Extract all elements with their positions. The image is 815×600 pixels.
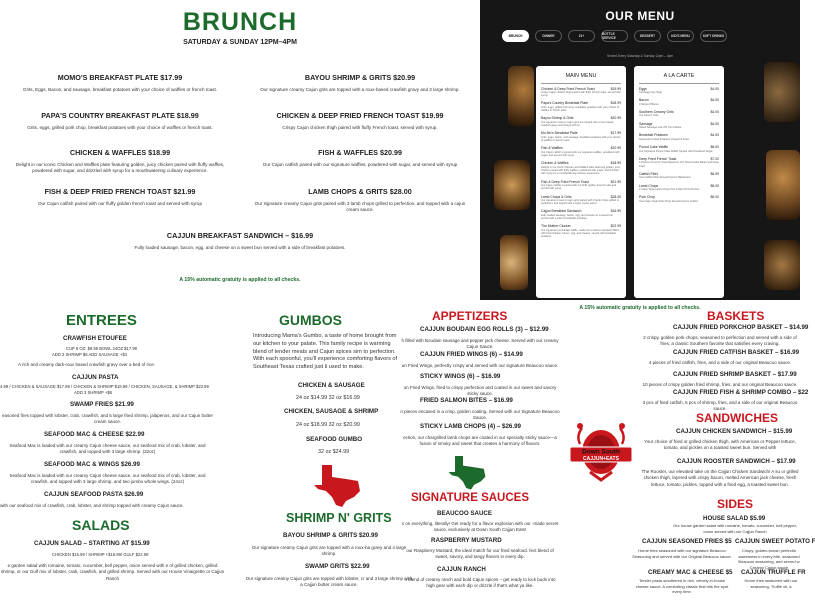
chicken-sandwich-desc: Your choice of fried or grilled chicken thigh, with American or Pepper lettuce, tomato, and pickles on a toasted sweet bun. Served with (644, 439, 796, 451)
bayou-grits-name: BAYOU SHRIMP & GRITS $20.99 (283, 532, 378, 539)
menu-item-price: $17.99 (610, 131, 621, 136)
menu-item-price: $8.00 (710, 183, 719, 188)
menu-item-price: $6.00 (710, 195, 719, 200)
sauce-desc: n blend of creamy ranch and bold Cajun spices – get ready to kick buds into high gear with each dip or drizzle if that's what ya like. (404, 577, 556, 589)
appetizer-name: CAJJUN FRIED WINGS (6) – $14.99 (420, 351, 523, 358)
menu-item-desc: 2 Cajun Style Lamb Chops Pan Grilled To Perfection (639, 188, 700, 192)
menu-card-row (541, 180, 621, 184)
menu-card-item (536, 87, 626, 98)
menu-item-desc: Fully loaded sausage, bacon, egg, and cheese on a sweet bun served with a side of breakfast potatoes. (541, 213, 613, 221)
menu-item-name: Southern Creamy Grits (639, 109, 674, 114)
basket-name: CAJJUN FRIED SHRIMP BASKET – $17.99 (673, 371, 797, 378)
a-la-carte-heading: A LA CARTE (663, 73, 695, 79)
menu-item-name: Papa's Country Breakfast Plate (541, 101, 589, 106)
menu-item-desc: Our Cajun catfish is paired with our fluffy golden French toast and served with syrup. (541, 184, 617, 191)
menu-card-row (541, 161, 621, 165)
truffle-fries-desc: Home fries seasoned with our seasoning, Truffle oil, a (744, 578, 798, 589)
menu-card-row (541, 224, 621, 228)
menu-item-desc: Our signature creamy Cajun grits are topped with a roux-based crawfish gravy and 3 large shrimp. (541, 120, 614, 128)
sandwiches-title: SANDWICHES (696, 411, 779, 425)
chicken-sandwich-name: CAJJUN CHICKEN SANDWICH – $15.99 (676, 428, 793, 435)
brunch-panel (0, 0, 480, 305)
menu-item-name: Bacon (639, 98, 649, 103)
rooster-sandwich-desc: The Rooster, our elevated take on the Cajjun Chicken Sandwich! A su or grilled chicken thigh, layered with crispy bacon, melted American jack cheese, fresh lettuce, tomato, pickles, topped with a fried egg, a toasted sweet bun. (641, 469, 799, 487)
menu-card-item (536, 161, 626, 175)
basket-name: CAJJUN FRIED PORKCHOP BASKET – $14.99 (673, 324, 809, 331)
menu-item-name: Sausage (639, 121, 653, 126)
crawfish-price: CUP 8 OZ: $9.99 BOWL 24OZ $17.99 (66, 346, 137, 351)
brunch-item: CHICKEN & WAFFLES $18.99 Delight in our iconic Chicken and Waffles plate featuring golden, juicy chicken paired with fluffy waffles, powdered with sugar, and drizzled with syrup for a mouthwatering culinary experience. (15, 148, 225, 174)
divider (639, 83, 719, 84)
menu-item-price: $16.99 (610, 209, 621, 214)
sauce-name: RASPBERRY MUSTARD (431, 537, 502, 544)
shrimp-grits-title: SHRIMP N' GRITS (286, 511, 392, 525)
tab-kids-menu[interactable]: KID'S MENU (667, 30, 694, 42)
brunch-item: CHICKEN & DEEP FRIED FRENCH TOAST $19.99 Crispy Cajun chicken thigh paired with fluffy French toast, served with syrup. (276, 111, 444, 130)
menu-card-item (536, 146, 626, 157)
appetizer-name: FRIED SALMON BITES – $16.99 (420, 397, 513, 404)
menu-item-price: $6.00 (710, 145, 719, 150)
main-menu-heading: MAIN MENU (565, 73, 597, 79)
tab-soft-drinks[interactable]: SOFT DRINKS (700, 30, 727, 42)
swamp-fries-name: SWAMP FRIES $21.99 (70, 401, 134, 408)
menu-card-item (536, 224, 626, 238)
menu-card-row (541, 87, 621, 91)
texas-map-icon-red (312, 463, 362, 507)
swamp-fries-desc: easoned fries topped with lobster, crab, crawfish, and 5 large fried shrimp, jalapenos, and our Cajun butter cream sauce. (1, 413, 214, 425)
tab-21-plus[interactable]: 21+ (568, 30, 595, 42)
menu-card-row (541, 146, 621, 150)
food-photo (500, 235, 528, 290)
logo-line-2: CAJJUN+EATS (583, 456, 619, 462)
menu-card-item (634, 145, 724, 153)
gumbos-title: GUMBOS (279, 312, 342, 328)
basket-desc: 2 crispy, golden pork chops, seasoned to perfection and served with a side of fries, a classic Southern favorite that satisfies every craving. (643, 335, 797, 347)
brunch-item: MOMO'S BREAKFAST PLATE $17.99 Grits, Eggs, Bacon, and sausage, breakfast potatoes with your choice of waffles or french toast. (22, 73, 218, 92)
house-salad-desc: Our house garden salad with romaine, tomato, cucumber, bell pepper, onion served with our Cajjun Ranch (673, 523, 797, 534)
menu-item-desc: Our Signature Pound Cake Waffle Topped with Powdered Sugar (639, 149, 713, 153)
mac-cheese-side-desc: Tender pasta smothered in rich, velvety in-house cheese sauce. A comforting classic that hits the spot every time. (635, 578, 729, 595)
serving-hours: Served Every Saturday & Sunday 12pm – 4pm (606, 54, 674, 58)
house-salad-name: HOUSE SALAD $5.99 (703, 515, 766, 522)
menu-item-name: Lamb Chops & Grits (541, 194, 572, 199)
menu-card-row (541, 116, 621, 120)
menu-item-price: $4.00 (710, 86, 719, 91)
menu-item-desc: 4 Pieces of French Toast Dipped in Our Pound Cake Batter and Deep Fried (639, 161, 719, 168)
appetizers-title: APPETIZERS (432, 309, 508, 323)
seasoned-fries-name: CAJJUN SEASONED FRIES $5 (642, 538, 732, 545)
appetizer-name: STICKY WINGS (6) – $16.99 (420, 373, 501, 380)
mac-wings-desc: Seafood Mac is loaded with our creamy Cajun cheese sauce, our seafood mix of crab, lobster, and crawfish, and topped with 3 large shrimp, and two jumbo whole wings. (24oz) (9, 473, 206, 485)
basket-desc: 4 pieces of fried catfish, fries, and a side of our original Beaucoo sauce. (648, 360, 792, 365)
menu-item-price: $7.00 (710, 156, 719, 161)
sauce-desc: s on everything, literally! Get ready for a flavor explosion with our -made secret sauce, exclusively at Down South Cajjun Eats! (401, 521, 559, 533)
down-south-cajjun-eats-logo (568, 418, 634, 484)
swamp-grits-desc: Our signature creamy Cajun grits are topped with lobster, cr and 3 large shrimp with a Cajjun butter cream sauce. (245, 576, 413, 588)
basket-name: CAJJUN FRIED FISH & SHRIMP COMBO – $22 (673, 389, 809, 396)
menu-item-name: Eggs (639, 86, 647, 91)
mac-cheese-side-name: CREAMY MAC & CHEESE $5 (648, 569, 733, 576)
chicken-sausage-shrimp-price: 24 oz $18.99 32 oz $20.99 (296, 422, 360, 428)
menu-item-name: Bayou Shrimp & Grits (541, 116, 574, 121)
brunch-item: FISH & DEEP FRIED FRENCH TOAST $21.99 Our Cajun catfish paired with our fluffy golden french toast and served with syrup (37, 187, 203, 206)
cajjun-salad-name: CAJJUN SALAD – STARTING AT $15.99 (34, 540, 150, 547)
menu-item-price: $18.99 (610, 101, 621, 106)
appetizer-desc: ection, our chargrilled lamb chops are coated in our specialty sticky sauce—a fusion of smoky and sweet that creates a harmony of flavors. (403, 435, 557, 447)
texas-map-icon-green (447, 454, 487, 490)
brunch-sandwich-item: CAJJUN BREAKFAST SANDWICH – $16.99 Fully loaded sausage, bacon, egg, and cheese on a sweet bun served with a side of breakfast potatoes. (134, 231, 346, 250)
menu-item-desc: Two Eggs Any Style (639, 91, 662, 94)
sauce-name: CAJJUN RANCH (437, 566, 486, 573)
menu-item-price: $4.00 (710, 133, 719, 138)
appetizer-name: CAJJUN BOUDAIN EGG ROLLS (3) – $12.99 (420, 326, 549, 333)
menu-item-price: $18.99 (610, 161, 621, 166)
menu-card-item (634, 87, 724, 95)
menu-card-row (639, 87, 719, 91)
menu-card-row (639, 195, 719, 199)
menu-card-item (634, 172, 724, 180)
brunch-item: BAYOU SHRIMP & GRITS $20.99 Our signature creamy Cajun grits are topped with a roux-based crawfish gravy and 3 large shrimp. (260, 73, 460, 92)
pasta-name: CAJJUN PASTA (72, 374, 119, 381)
menu-item-desc: Grits, eggs, bacon, and sausage, breakfast potatoes with your choice of waffles or french toast. (541, 135, 621, 143)
chicken-sausage-name: CHICKEN & SAUSAGE (298, 382, 365, 389)
menu-card-row (639, 184, 719, 188)
menu-item-desc: One Catfish Fillet Served Fried or Blackened (639, 176, 691, 180)
appetizer-desc: h filled with Boudain sausage and pepper jack cheese. Served with our creamy Cajun Sauce. (401, 338, 559, 350)
website-title: OUR MENU (605, 9, 675, 23)
menu-tabs (502, 30, 727, 42)
menu-card-item (634, 184, 724, 192)
menu-item-desc: Grits, eggs, grilled pork chop, breakfast potatoes with your choice of waffles or french toast. (541, 105, 619, 113)
a-la-carte-card (634, 66, 724, 298)
baskets-title: BASKETS (707, 309, 765, 323)
menu-item-price: $4.00 (710, 98, 719, 103)
menu-card-row (639, 145, 719, 149)
appetizer-name: STICKY LAMB CHOPS (4) – $26.99 (420, 423, 521, 430)
menu-item-desc: Our Cajun catfish is paired with our signature waffles, powdered with sugar, and served with syrup. (541, 150, 620, 158)
menu-card-item (536, 101, 626, 112)
basket-desc: 10 pieces of crispy golden fried shrimp, fries, and our original Beaucoo sauce. (642, 382, 798, 387)
menu-item-price: $20.99 (610, 116, 621, 121)
menu-item-desc: Delight in our iconic Chicken and Waffles plate featuring golden, juicy chicken paired with fluffy waffles, powdered with sugar, and drizzled with syrup for a mouthwatering culinary experience. (541, 165, 621, 176)
chicken-sausage-shrimp-name: CHICKEN, SAUSAGE & SHRIMP (284, 408, 379, 415)
seafood-gumbo-price: 32 oz $24.99 (318, 449, 350, 455)
menu-card-item (536, 209, 626, 220)
menu-item-desc: Seasoned Cubed Potatoes Crisped & Fried (639, 137, 689, 141)
menu-item-desc: Our signature poundcake waffle, made into a deluxe sandwich filled with fried chicken, bacon, egg, and cheese, served with breakfast potatoes. (541, 228, 619, 239)
menu-card-item (536, 131, 626, 142)
menu-item-name: Lamb Chops (639, 183, 659, 188)
crawfish-desc: A rich and creamy dark-roux based crawfish gravy over a bed of rice. (18, 362, 156, 367)
menu-item-name: Breakfast Potatoes (639, 133, 668, 138)
brunch-item: LAMB CHOPS & GRITS $28.00 Our signature creamy Cajun grits paired with 3 lamb chops grilled to perfection, and topped with a cajun cream sauce. (254, 187, 466, 213)
menu-card-row (541, 131, 621, 135)
pasta-price: 4.99 / CHICKEN & SAUSAGE $17.99 / CHICKEN & SHRIMP $19.99 / CHICKEN, SAUSAGE, & SHRIMP $23.99 (0, 384, 209, 389)
sweet-potato-name: CAJJUN SWEET POTATO F (735, 538, 815, 545)
website-menu-panel (480, 0, 800, 300)
menu-card-row (639, 98, 719, 102)
seafood-pasta-desc: with our seafood mix of crawfish, crab, lobster, and shrimp topped with creamy Cajun sauce. (0, 503, 184, 508)
menu-card-item (634, 195, 724, 203)
menu-item-name: Pork Chop (639, 195, 656, 200)
menu-card-row (541, 195, 621, 199)
menu-item-desc: Sliced Sausage Link OR Two Patties (639, 126, 682, 130)
menu-item-price: $19.99 (610, 86, 621, 91)
menu-card-row (541, 209, 621, 213)
tab-dessert[interactable]: DESSERT (634, 30, 661, 42)
mac-wings-name: SEAFOOD MAC & WINGS $26.99 (44, 461, 140, 468)
menu-item-price: $4.00 (710, 121, 719, 126)
truffle-fries-name: CAJJUN TRUFFLE FR (741, 569, 806, 576)
brunch-item: FISH & WAFFLES $20.99 Our Cajun catfish paired with our signature waffles, powdered with sugar, and served with syrup (262, 148, 458, 167)
seafood-mac-name: SEAFOOD MAC & CHEESE $22.99 (44, 431, 145, 438)
logo-line-1: Down South (582, 448, 620, 456)
salads-title: SALADS (72, 517, 130, 533)
brunch-subtitle: SATURDAY & SUNDAY 12PM–4PM (183, 39, 297, 46)
tab-dinner[interactable]: DINNER (535, 30, 562, 42)
chicken-sausage-price: 24 oz $14.99 32 oz $16.99 (296, 395, 360, 401)
seafood-gumbo-name: SEAFOOD GUMBO (306, 436, 363, 443)
menu-card-item (536, 195, 626, 206)
food-photo (764, 240, 800, 290)
crawfish-addons: ADD 3 SHRIMP $6 ADD SAUSAGE +$4 (52, 352, 127, 357)
sauce-name: BEAUCOO SAUCE (437, 510, 493, 517)
menu-item-name: Mo Mo's Breakfast Plate (541, 131, 578, 136)
sauces-title: SIGNATURE SAUCES (411, 492, 529, 504)
cajjun-salad-desc: e garden salad with romaine, tomato, cucumber, bell pepper, onion served with e of grilled chicken, grilled shrimp, or our Gulf mix of lobster, crab, crawfish, and grilled shrimp. Served with our House Vinaigrette or Cajjun Ranch (0, 563, 225, 581)
rooster-sandwich-name: CAJJUN ROOSTER SANDWICH – $17.99 (677, 458, 796, 465)
divider (541, 83, 621, 84)
menu-card-item (536, 180, 626, 191)
tab-bottle-service[interactable]: BOTTLE SERVICE (601, 30, 628, 42)
menu-item-desc: Our signature creamy Cajun grits paired with 3 lamb chops grilled to perfection, and topped with a cajun cream sauce. (541, 199, 619, 206)
menu-item-price: $28.00 (610, 194, 621, 199)
seasoned-fries-desc: Home fries seasoned with our signature Beaucoo Seasoning and served with our Original Beaucoo sauce. (632, 548, 732, 559)
menu-card-item (634, 110, 724, 118)
gratuity-note: A 15% automatic gratuity is applied to all checks. (579, 305, 701, 311)
menu-item-price: $22.99 (610, 224, 621, 229)
menu-item-desc: Crispy Cajun chicken thigh paired with fluffy French toast, served with syrup. (541, 91, 621, 98)
menu-item-desc: 3 Strips of Bacon (639, 102, 659, 106)
basket-name: CAJJUN FRIED CATFISH BASKET – $16.99 (673, 349, 800, 356)
menu-card-item (634, 98, 724, 106)
menu-item-price: $21.99 (610, 179, 621, 184)
gumbos-intro: Introducing Mama's Gumbo, a taste of home brought from our kitchen to your palate. This family recipe is warming blend of tender meats and Cajun spices sim to perfection. With each spoonful, you'll experience comforting flavors of Southeast Texas crafted just li used to make. (253, 333, 398, 371)
food-photo (766, 150, 800, 220)
food-photo (494, 160, 530, 210)
appetizer-desc: un Fried Wings, perfectly crispy and served with our signature Beaucoo sauce. (401, 363, 559, 368)
appetizer-desc: n pieces encased in a crisp, golden coating. Served with our Signature Beaucoo Sauce. (400, 409, 560, 421)
bayou-grits-desc: Our signature creamy Cajun grits are topped with a roux-ba gravy and 4 large shrimp. (251, 545, 407, 557)
menu-item-name: Catfish Fillet (639, 171, 658, 176)
main-menu-list (536, 87, 626, 239)
menu-item-name: Cajjun Breakfast Sandwich (541, 209, 582, 214)
menu-item-desc: Our Savory Grits (639, 114, 659, 118)
menu-item-name: Deep Fried French Toast (639, 156, 677, 161)
cajjun-salad-price: CHICKEN $15.99 / SHRIMP +$18.99/ GULF $22.99 (52, 552, 149, 557)
seafood-mac-desc: Seafood Mac is loaded with our creamy Cajun cheese sauce, our seafood mix of crab, lobster, and crawfish, and topped with 3 large shrimp. (32oz) (9, 443, 206, 455)
menu-card-row (639, 133, 719, 137)
menu-card-item (536, 116, 626, 127)
crawfish-name: CRAWFISH ETOUFEE (63, 335, 127, 342)
menu-item-price: $6.99 (710, 171, 719, 176)
menu-item-desc: One Cajun Style Pork Chop Served Fried or Grilled (639, 199, 698, 203)
menu-card-item (634, 122, 724, 130)
brunch-title: BRUNCH (182, 8, 298, 36)
brunch-item: PAPA'S COUNTRY BREAKFAST PLATE $18.99 Grits, eggs, grilled pork chop, breakfast potatoes with your choice of waffles or french toast. (27, 111, 213, 130)
menu-item-name: Fish & Deep Fried French Toast (541, 179, 589, 184)
main-menu-card (536, 66, 626, 298)
menu-item-price: $4.00 (710, 109, 719, 114)
pasta-addons: ADD 3 SHRIMP +$6 (74, 390, 112, 395)
menu-card-item (634, 133, 724, 141)
food-photo (508, 66, 534, 126)
basket-desc: 3 pcs of fried catfish, 5 pcs of shrimp, fries, and a side of our original Beaucoo sauce. (642, 400, 798, 412)
entrees-title: ENTREES (66, 312, 137, 329)
menu-card-item (634, 157, 724, 168)
seafood-pasta-name: CAJJUN SEAFOOD PASTA $26.99 (44, 491, 144, 498)
a-la-carte-list (634, 87, 724, 204)
menu-item-name: The Mother Clucker (541, 224, 571, 229)
tab-brunch[interactable]: BRUNCH (502, 30, 529, 42)
menu-item-name: Pound Cake Waffle (639, 145, 669, 150)
sides-title: SIDES (717, 497, 754, 511)
swamp-grits-name: SWAMP GRITS $22.99 (305, 563, 370, 570)
sauce-desc: our Raspberry Mustard, the ideal match for our fried seafood. fect blend of sweet, savory, and tangy flavors in every dip. (406, 548, 554, 560)
menu-item-name: Chicken & Deep Fried French Toast (541, 86, 595, 91)
menu-item-price: $20.99 (610, 146, 621, 151)
menu-item-name: Fish & Waffles (541, 146, 563, 151)
gratuity-note: A 15% automatic gratuity is applied to all checks. (179, 277, 301, 283)
sweet-potato-desc: Crispy, golden-brown perfectio sweetness in every bite, seasoned Beaucoo seasoning, and served w Creamy Cajjun sauce (738, 548, 800, 570)
menu-card-row (541, 101, 621, 105)
appetizer-desc: un Fried Wings, fried to crispy perfection and coated in our sweet and savory sticky sauce. (403, 385, 557, 397)
menu-item-name: Chicken & Waffles (541, 161, 569, 166)
food-photo (764, 62, 800, 122)
